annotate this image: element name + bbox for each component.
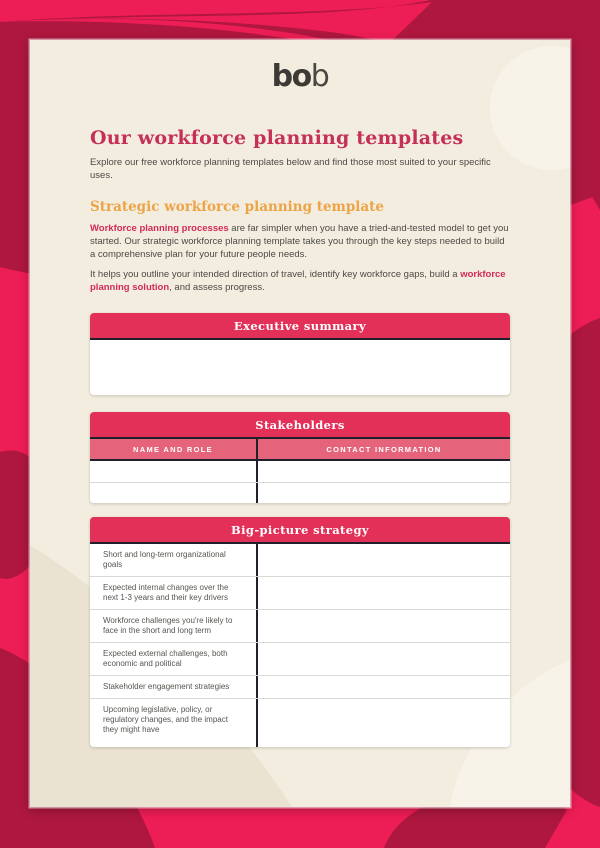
- row-empty-cell: [256, 610, 510, 642]
- paragraph-2-post: , and assess progress.: [169, 282, 265, 294]
- table-row: [90, 675, 510, 698]
- table-row: [90, 642, 510, 675]
- executive-summary-empty-field: [90, 340, 510, 395]
- logo-bold-letters: bo: [271, 59, 311, 94]
- column-header-name-and-role: NAME AND ROLE: [133, 444, 213, 454]
- table-row: [90, 698, 510, 747]
- paragraph-2: [90, 269, 510, 295]
- row-label: Stakeholder engagement strategies: [103, 681, 230, 691]
- row-label: Upcoming legislative, policy, or regulatory changes, and the impact they might have: [103, 704, 228, 734]
- intro-text: Explore our free workforce planning templates below and find those most suited to your specific uses.: [90, 157, 491, 181]
- contact-information-empty-cell: [256, 483, 510, 503]
- stakeholders-empty-row: [90, 482, 510, 503]
- name-and-role-empty-cell: [90, 483, 256, 503]
- logo-light-letter: b: [310, 59, 329, 94]
- section-heading: Strategic workforce planning template: [90, 199, 384, 215]
- big-picture-strategy-block: [90, 517, 510, 747]
- row-label: Expected internal changes over the next 1-3 years and their key drivers: [103, 582, 229, 602]
- table-row: [90, 609, 510, 642]
- stakeholders-block: [90, 412, 510, 503]
- workforce-planning-solution-link[interactable]: workforce planning solution: [90, 269, 506, 294]
- stakeholders-header: Stakeholders: [90, 412, 510, 439]
- paragraph-2-pre: It helps you outline your intended direction of travel, identify key workforce gaps, build a: [90, 269, 461, 281]
- row-empty-cell: [256, 544, 510, 576]
- paragraph-1-text: are far simpler when you have a tried-and-tested model to get you started. Our strategic workforce planning template takes you through the key steps needed to build a comprehensive plan for your future people needs.: [90, 223, 509, 260]
- executive-summary-header: Executive summary: [90, 313, 510, 340]
- stakeholders-empty-row: [90, 461, 510, 482]
- page-card: [30, 40, 570, 807]
- table-row: [90, 544, 510, 576]
- row-empty-cell: [256, 577, 510, 609]
- name-and-role-empty-cell: [90, 461, 256, 482]
- bob-logo: [90, 40, 510, 94]
- page-title: Our workforce planning templates: [90, 127, 464, 149]
- workforce-planning-processes-link[interactable]: Workforce planning processes: [90, 223, 229, 234]
- row-empty-cell: [256, 643, 510, 675]
- paragraph-1: [90, 223, 510, 261]
- row-empty-cell: [256, 676, 510, 698]
- row-label: Short and long-term organizational goals: [103, 549, 226, 569]
- executive-summary-block: [90, 313, 510, 395]
- row-label: Workforce challenges you're likely to face in the short and long term: [103, 615, 233, 635]
- big-picture-strategy-header: Big-picture strategy: [90, 517, 510, 544]
- table-row: [90, 576, 510, 609]
- row-empty-cell: [256, 699, 510, 747]
- row-label: Expected external challenges, both economic and political: [103, 648, 228, 668]
- column-header-contact-information: CONTACT INFORMATION: [256, 439, 510, 459]
- stakeholders-column-headers: [90, 439, 510, 461]
- contact-information-empty-cell: [256, 461, 510, 482]
